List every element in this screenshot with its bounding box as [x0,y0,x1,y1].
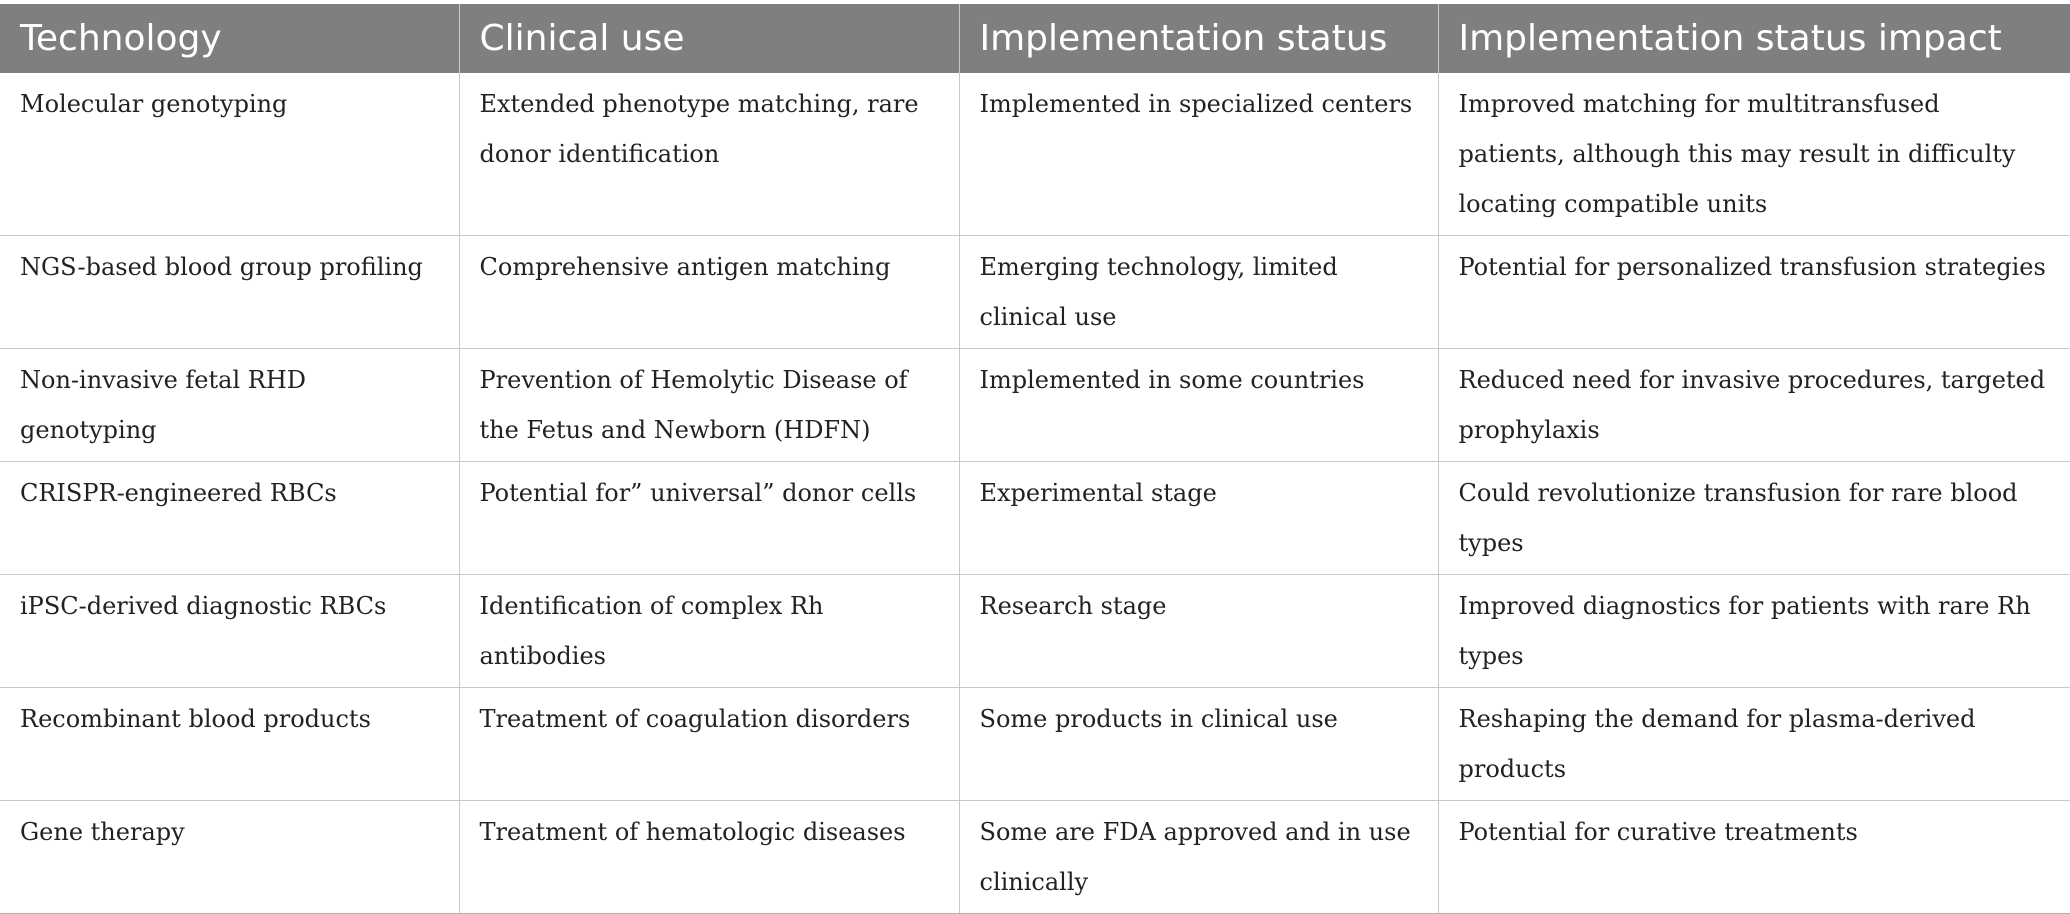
cell-implementation-status: Experimental stage [959,462,1438,575]
cell-technology: Non-invasive fetal RHD genotyping [0,349,459,462]
header-clinical-use: Clinical use [459,4,959,73]
cell-technology: Recombinant blood products [0,688,459,801]
cell-implementation-status: Some are FDA approved and in use clinically [959,801,1438,914]
cell-impact: Improved matching for multitransfused patients, although this may result in difficulty locating compatible units [1438,73,2070,236]
table-header [0,4,2070,73]
table-row [0,236,2070,349]
cell-technology: Molecular genotyping [0,73,459,236]
cell-technology: NGS-based blood group profiling [0,236,459,349]
cell-clinical-use: Identification of complex Rh antibodies [459,575,959,688]
cell-clinical-use: Potential for” universal” donor cells [459,462,959,575]
cell-implementation-status: Some products in clinical use [959,688,1438,801]
data-table [0,4,2070,914]
cell-impact: Potential for personalized transfusion strategies [1438,236,2070,349]
table-row [0,688,2070,801]
cell-technology: CRISPR-engineered RBCs [0,462,459,575]
cell-implementation-status: Research stage [959,575,1438,688]
header-technology: Technology [0,4,459,73]
table-body [0,73,2070,914]
cell-clinical-use: Comprehensive antigen matching [459,236,959,349]
cell-implementation-status: Implemented in specialized centers [959,73,1438,236]
cell-impact: Reduced need for invasive procedures, targeted prophylaxis [1438,349,2070,462]
table-container [0,4,2070,914]
cell-clinical-use: Prevention of Hemolytic Disease of the Fetus and Newborn (HDFN) [459,349,959,462]
cell-implementation-status: Implemented in some countries [959,349,1438,462]
table-row [0,462,2070,575]
cell-clinical-use: Treatment of coagulation disorders [459,688,959,801]
header-implementation-status: Implementation status [959,4,1438,73]
cell-technology: iPSC-derived diagnostic RBCs [0,575,459,688]
cell-impact: Potential for curative treatments [1438,801,2070,914]
cell-clinical-use: Treatment of hematologic diseases [459,801,959,914]
cell-technology: Gene therapy [0,801,459,914]
cell-implementation-status: Emerging technology, limited clinical use [959,236,1438,349]
header-implementation-status-impact: Implementation status impact [1438,4,2070,73]
table-row [0,801,2070,914]
table-row [0,349,2070,462]
table-row [0,575,2070,688]
cell-clinical-use: Extended phenotype matching, rare donor identification [459,73,959,236]
table-row [0,73,2070,236]
header-row [0,4,2070,73]
cell-impact: Improved diagnostics for patients with rare Rh types [1438,575,2070,688]
cell-impact: Reshaping the demand for plasma-derived products [1438,688,2070,801]
cell-impact: Could revolutionize transfusion for rare blood types [1438,462,2070,575]
